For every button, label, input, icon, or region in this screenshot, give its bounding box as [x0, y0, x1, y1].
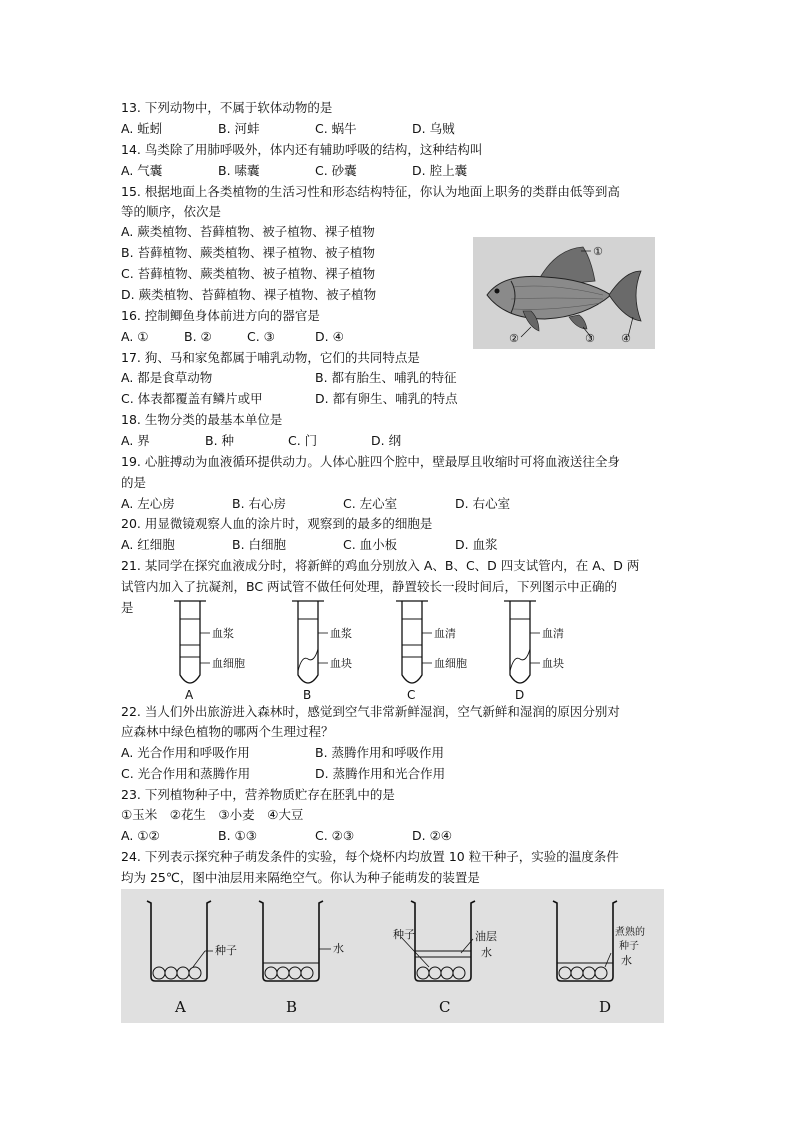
tube-d-name: D [515, 688, 525, 702]
q15-stem-line2: 等的顺序，依次是 [121, 204, 222, 219]
tube-d [500, 597, 600, 701]
q23-option-d: D. ②④ [412, 828, 452, 843]
beaker-d-label-line2: 种子 [619, 941, 639, 952]
q13-option-d: D. 乌贼 [412, 121, 455, 136]
q17-option-b: B. 都有胎生、哺乳的特征 [315, 370, 457, 385]
beaker-d-label-line3: 水 [621, 954, 632, 967]
crucian-carp-figure [473, 237, 655, 349]
q17-option-d: D. 都有卵生、哺乳的特点 [315, 391, 458, 406]
tube-d-top-label: 血清 [542, 627, 564, 640]
tube-b-name: B [303, 688, 312, 702]
test-tubes-figure [170, 597, 570, 701]
q15-option-b: B. 苔藓植物、蕨类植物、裸子植物、被子植物 [121, 245, 376, 260]
q23-option-b: B. ①③ [218, 828, 257, 843]
q13-option-a: A. 蚯蚓 [121, 121, 163, 136]
q17-stem: 17. 狗、马和家兔都属于哺乳动物，它们的共同特点是 [121, 350, 420, 365]
tube-a [170, 597, 270, 701]
tube-b-top-label: 血浆 [330, 627, 352, 640]
q22-stem-line1: 22. 当人们外出旅游进入森林时，感觉到空气非常新鲜湿润，空气新鲜和湿润的原因分别对 [121, 704, 620, 719]
tube-d-bottom-label: 血块 [542, 657, 564, 670]
q19-option-d: D. 右心室 [455, 496, 511, 511]
beaker-c-oil-label: 油层 [475, 930, 497, 943]
q20-stem: 20. 用显微镜观察人血的涂片时，观察到的最多的细胞是 [121, 516, 433, 531]
q22-option-b: B. 蒸腾作用和呼吸作用 [315, 745, 445, 760]
q20-option-a: A. 红细胞 [121, 537, 175, 552]
tube-c-name: C [407, 688, 416, 702]
q19-option-a: A. 左心房 [121, 496, 175, 511]
q24-stem-line1: 24. 下列表示探究种子萌发条件的实验，每个烧杯内均放置 10 粒干种子，实验的温度条件 [121, 849, 619, 864]
q19-option-b: B. 右心房 [232, 496, 287, 511]
seed-germination-figure [121, 889, 664, 1023]
q19-stem-line2: 的是 [121, 475, 147, 490]
q14-option-c: C. 砂囊 [315, 163, 357, 178]
beaker-a-name: A [175, 998, 186, 1016]
tube-a-bottom-label: 血细胞 [212, 657, 245, 670]
q19-stem-line1: 19. 心脏搏动为血液循环提供动力。人体心脏四个腔中，壁最厚且收缩时可将血液送往全身 [121, 454, 620, 469]
q17-option-a: A. 都是食草动物 [121, 370, 213, 385]
q23-option-c: C. ②③ [315, 828, 355, 843]
fish-label-3: ③ [585, 332, 595, 345]
tube-c-bottom-label: 血细胞 [434, 657, 467, 670]
q23-stem: 23. 下列植物种子中，营养物质贮存在胚乳中的是 [121, 787, 395, 802]
q16-option-d: D. ④ [315, 329, 344, 344]
q13-option-c: C. 蜗牛 [315, 121, 357, 136]
q20-option-c: C. 血小板 [343, 537, 398, 552]
tube-c [392, 597, 492, 701]
q21-stem-line1: 21. 某同学在探究血液成分时，将新鲜的鸡血分别放入 A、B、C、D 四支试管内，在 A、D 两 [121, 558, 640, 573]
q14-option-b: B. 嗉囊 [218, 163, 260, 178]
q18-option-d: D. 纲 [371, 433, 402, 448]
q16-stem: 16. 控制鲫鱼身体前进方向的器官是 [121, 308, 320, 323]
beaker-c-name: C [439, 998, 451, 1016]
q19-option-c: C. 左心室 [343, 496, 398, 511]
fish-label-4: ④ [621, 332, 631, 345]
beaker-d-name: D [599, 998, 612, 1016]
q13-stem: 13. 下列动物中，不属于软体动物的是 [121, 100, 333, 115]
fish-label-1: ① [593, 245, 603, 258]
q22-option-a: A. 光合作用和呼吸作用 [121, 745, 250, 760]
q20-option-b: B. 白细胞 [232, 537, 287, 552]
q14-option-d: D. 腔上囊 [412, 163, 468, 178]
q15-option-a: A. 蕨类植物、苔藓植物、被子植物、裸子植物 [121, 224, 375, 239]
q22-stem-line2: 应森林中绿色植物的哪两个生理过程？ [121, 724, 334, 739]
q21-stem-line2: 试管内加入了抗凝剂，BC 两试管不做任何处理，静置较长一段时间后，下列图示中正确的 [121, 579, 618, 594]
q21-stem-line3: 是 [121, 600, 134, 615]
q24-stem-line2: 均为 25℃，图中油层用来隔绝空气。你认为种子能萌发的装置是 [121, 870, 480, 885]
beaker-c-seed-label: 种子 [393, 928, 415, 941]
tube-b [288, 597, 388, 701]
fish-label-2: ② [509, 332, 519, 345]
beaker-b-name: B [286, 998, 298, 1016]
q22-option-d: D. 蒸腾作用和光合作用 [315, 766, 446, 781]
q17-option-c: C. 体表都覆盖有鳞片或甲 [121, 391, 263, 406]
beaker-d-label-line1: 煮熟的 [615, 927, 645, 938]
beaker-c-water-label: 水 [481, 946, 492, 959]
beaker-b-label: 水 [333, 942, 344, 955]
tube-a-name: A [185, 688, 194, 702]
tube-b-bottom-label: 血块 [330, 657, 352, 670]
q15-option-d: D. 蕨类植物、苔藓植物、裸子植物、被子植物 [121, 287, 377, 302]
q18-option-a: A. 界 [121, 433, 150, 448]
q18-stem: 18. 生物分类的最基本单位是 [121, 412, 283, 427]
q18-option-c: C. 门 [288, 433, 318, 448]
q15-option-c: C. 苔藓植物、蕨类植物、被子植物、裸子植物 [121, 266, 376, 281]
q20-option-d: D. 血浆 [455, 537, 498, 552]
q23-items: ①玉米 ②花生 ③小麦 ④大豆 [121, 807, 304, 822]
q15-stem-line1: 15. 根据地面上各类植物的生活习性和形态结构特征，你认为地面上职务的类群由低等到高 [121, 184, 620, 199]
q13-option-b: B. 河蚌 [218, 121, 260, 136]
q16-option-b: B. ② [184, 329, 212, 344]
q23-option-a: A. ①② [121, 828, 160, 843]
q18-option-b: B. 种 [205, 433, 235, 448]
tube-c-top-label: 血清 [434, 627, 456, 640]
q22-option-c: C. 光合作用和蒸腾作用 [121, 766, 251, 781]
q16-option-a: A. ① [121, 329, 149, 344]
beaker-a-label: 种子 [215, 944, 237, 957]
tube-a-top-label: 血浆 [212, 627, 234, 640]
q14-option-a: A. 气囊 [121, 163, 163, 178]
q16-option-c: C. ③ [247, 329, 275, 344]
q14-stem: 14. 鸟类除了用肺呼吸外，体内还有辅助呼吸的结构，这种结构叫 [121, 142, 483, 157]
